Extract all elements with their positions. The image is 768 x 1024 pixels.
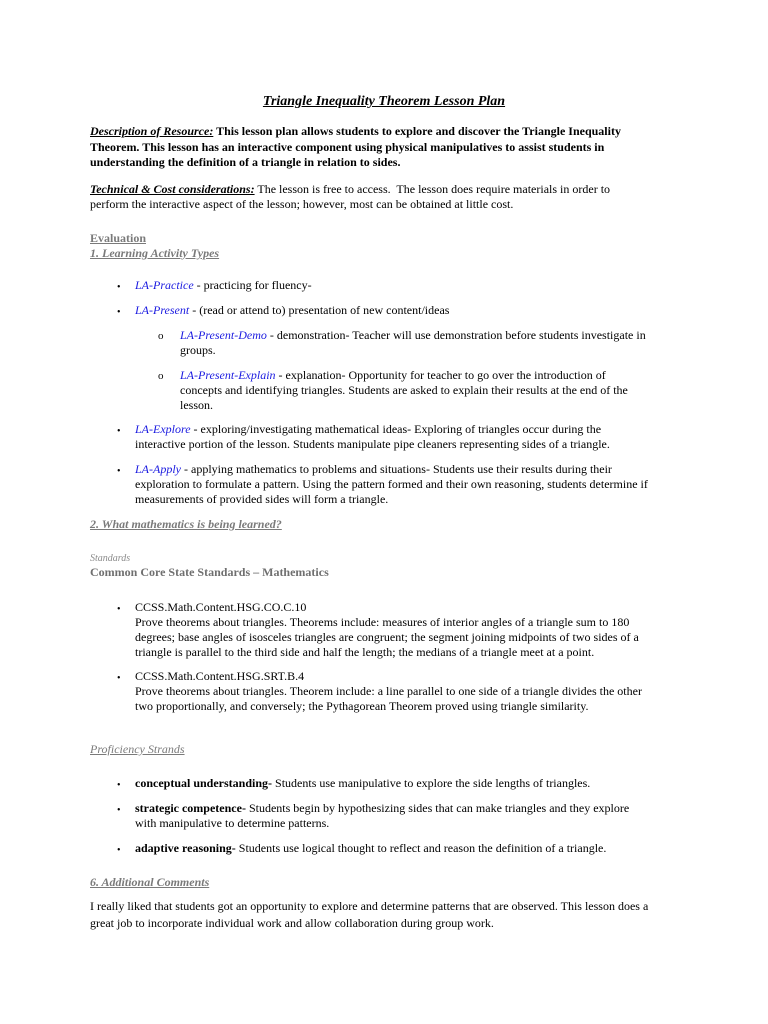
proficiency-term: strategic competence- xyxy=(135,801,246,815)
activity-present-demo xyxy=(180,328,680,358)
description-text-2: Theorem. This lesson has an interactive component using physical manipulatives to assist students in xyxy=(90,140,605,154)
activity-present xyxy=(135,303,685,318)
technical-text-1: The lesson is free to access. The lesson does require materials in order to xyxy=(254,182,611,196)
activity-term: LA-Explore xyxy=(135,422,191,436)
standard-text: degrees; base angles of isosceles triangles are congruent; the segment joining midpoints of two sides of a xyxy=(135,630,639,644)
standard-text: triangle is parallel to the third side and half the length; the medians of a triangle meet at a point. xyxy=(135,645,595,659)
activity-text: - practicing for fluency- xyxy=(193,278,312,292)
proficiency-item xyxy=(135,801,685,831)
activity-present-explain xyxy=(180,368,680,413)
activity-term: LA-Present-Demo xyxy=(180,328,267,342)
bullet: • xyxy=(117,604,121,615)
activity-text: concepts and identifying triangles. Students are asked to explain their results at the end of the xyxy=(180,383,628,397)
proficiency-text: Students begin by hypothesizing sides that can make triangles and they explore xyxy=(245,801,630,815)
standard-code: CCSS.Math.Content.HSG.SRT.B.4 xyxy=(135,669,305,683)
activity-text: lesson. xyxy=(180,398,213,412)
proficiency-text: Students use logical thought to reflect and reason the definition of a triangle. xyxy=(235,841,607,855)
bullet: • xyxy=(117,845,121,856)
technical-line-1 xyxy=(90,182,690,197)
description-text-3: understanding the definition of a triangle in relation to sides. xyxy=(90,155,401,169)
standard-item xyxy=(135,600,685,660)
activity-term: LA-Apply xyxy=(135,462,181,476)
activity-text: - applying mathematics to problems and situations- Students use their results during their xyxy=(181,462,612,476)
math-learned-heading: 2. What mathematics is being learned? xyxy=(90,517,282,531)
sub-bullet: o xyxy=(158,330,164,342)
learning-activity-heading: 1. Learning Activity Types xyxy=(90,246,220,260)
proficiency-text: Students use manipulative to explore the side lengths of triangles. xyxy=(272,776,591,790)
activity-practice xyxy=(135,278,685,293)
activity-text: - (read or attend to) presentation of new content/ideas xyxy=(189,303,450,317)
activity-apply xyxy=(135,462,685,507)
additional-comments-heading: 6. Additional Comments xyxy=(90,875,210,889)
activity-text: interactive portion of the lesson. Students manipulate pipe cleaners representing sides of a triangle. xyxy=(135,437,610,451)
bullet: • xyxy=(117,466,121,477)
proficiency-text: with manipulative to determine patterns. xyxy=(135,816,330,830)
standards-heading: Common Core State Standards – Mathematics xyxy=(90,565,329,579)
bullet: • xyxy=(117,805,121,816)
page-title: Triangle Inequality Theorem Lesson Plan xyxy=(262,94,506,109)
description-line-2 xyxy=(90,140,690,155)
standard-text: Prove theorems about triangles. Theorems include: measures of interior angles of a triangle sum to 180 xyxy=(135,615,630,629)
bullet: • xyxy=(117,282,121,293)
proficiency-term: adaptive reasoning- xyxy=(135,841,236,855)
description-line-1 xyxy=(90,124,690,139)
bullet: • xyxy=(117,426,121,437)
description-line-3 xyxy=(90,155,690,170)
standard-text: Prove theorems about triangles. Theorem include: a line parallel to one side of a triangle divides the other xyxy=(135,684,642,698)
activity-text: - explanation- Opportunity for teacher to go over the introduction of xyxy=(275,368,606,382)
comments-line-2: great job to incorporate individual work and allow collaboration during group work. xyxy=(90,916,494,930)
sub-bullet: o xyxy=(158,370,164,382)
description-text-1: This lesson plan allows students to explore and discover the Triangle Inequality xyxy=(213,124,621,138)
technical-label: Technical & Cost considerations: xyxy=(90,182,255,196)
activity-term: LA-Present xyxy=(135,303,190,317)
comments-line-1: I really liked that students got an opportunity to explore and determine patterns that are observed. This lesson does a xyxy=(90,899,649,913)
activity-text: - demonstration- Teacher will use demonstration before students investigate in xyxy=(266,328,646,342)
proficiency-item xyxy=(135,841,685,856)
activity-text: measurements of provided sides will form a triangle. xyxy=(135,492,389,506)
bullet: • xyxy=(117,307,121,318)
proficiency-item xyxy=(135,776,685,791)
description-label: Description of Resource: xyxy=(90,124,214,138)
activity-explore xyxy=(135,422,685,452)
activity-text: exploration to formulate a pattern. Using the pattern formed and their own reasoning, students determine if xyxy=(135,477,648,491)
standard-text: two proportionally, and conversely; the Pythagorean Theorem proved using triangle similarity. xyxy=(135,699,589,713)
proficiency-term: conceptual understanding- xyxy=(135,776,273,790)
bullet: • xyxy=(117,780,121,791)
proficiency-heading: Proficiency Strands xyxy=(90,742,185,756)
technical-line-2: perform the interactive aspect of the lesson; however, most can be obtained at little cost. xyxy=(90,197,514,211)
activity-term: LA-Practice xyxy=(135,278,194,292)
bullet: • xyxy=(117,673,121,684)
activity-text: groups. xyxy=(180,343,216,357)
standards-label: Standards xyxy=(90,553,131,564)
activity-text: - exploring/investigating mathematical ideas- Exploring of triangles occur during the xyxy=(190,422,602,436)
standard-item xyxy=(135,669,685,714)
evaluation-heading: Evaluation xyxy=(90,231,147,245)
activity-term: LA-Present-Explain xyxy=(180,368,276,382)
standard-code: CCSS.Math.Content.HSG.CO.C.10 xyxy=(135,600,307,614)
